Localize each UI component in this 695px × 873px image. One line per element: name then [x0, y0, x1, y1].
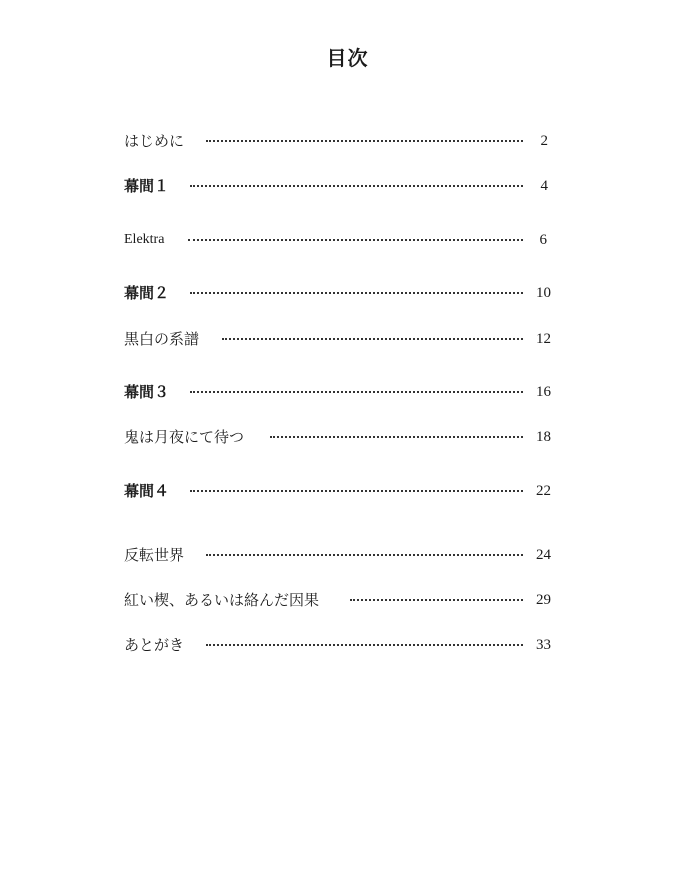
toc-entry-page-number: 22 [536, 483, 551, 499]
leader-dots [206, 644, 523, 646]
toc-entry-label: 幕間４ [124, 482, 170, 500]
toc-entry-label: あとがき [124, 636, 185, 654]
toc-entry-label: 黒白の系譜 [124, 330, 200, 348]
toc-entry-interlude-1[interactable] [124, 174, 551, 198]
leader-dots [206, 554, 523, 556]
toc-entry-interlude-3[interactable] [124, 380, 551, 404]
toc-entry-label: 反転世界 [124, 546, 185, 564]
toc-entry-oni[interactable] [124, 425, 551, 449]
leader-dots [190, 292, 523, 294]
leader-dots [206, 140, 523, 142]
toc-entry-page-number: 18 [536, 429, 551, 445]
toc-entry-akai-kusabi[interactable] [124, 588, 551, 612]
toc-entry-page-number: 29 [536, 592, 551, 608]
leader-dots [350, 599, 523, 601]
page-title: 目次 [326, 46, 369, 70]
toc-entry-page-number: 12 [536, 331, 551, 347]
leader-dots [190, 490, 523, 492]
toc-entry-label: 幕間３ [124, 383, 170, 401]
leader-dots [190, 391, 523, 393]
leader-dots [222, 338, 523, 340]
toc-entry-page-number: 24 [536, 547, 551, 563]
toc-entry-hajimeni[interactable] [124, 129, 551, 153]
toc-entry-atogaki[interactable] [124, 633, 551, 657]
toc-entry-label: Elektra [124, 232, 165, 247]
toc-entry-label: 幕間２ [124, 284, 170, 302]
toc-entry-page-number: 6 [539, 232, 547, 248]
leader-dots [270, 436, 523, 438]
leader-dots [190, 185, 523, 187]
toc-entry-interlude-4[interactable] [124, 479, 551, 503]
toc-entry-page-number: 4 [540, 178, 548, 194]
toc-entry-label: 鬼は月夜にて待つ [124, 428, 245, 446]
toc-entry-page-number: 10 [536, 285, 551, 301]
toc-entry-page-number: 33 [536, 637, 551, 653]
toc-entry-elektra[interactable] [124, 228, 551, 252]
toc-entry-label: はじめに [124, 132, 185, 150]
toc-entry-kokubyaku[interactable] [124, 327, 551, 351]
toc-entry-page-number: 16 [536, 384, 551, 400]
toc-entry-label: 紅い楔、あるいは絡んだ因果 [124, 591, 320, 609]
toc-entry-interlude-2[interactable] [124, 281, 551, 305]
toc-entry-label: 幕間１ [124, 177, 170, 195]
leader-dots [188, 239, 523, 241]
toc-entry-hanten[interactable] [124, 543, 551, 567]
toc-entry-page-number: 2 [540, 133, 548, 149]
